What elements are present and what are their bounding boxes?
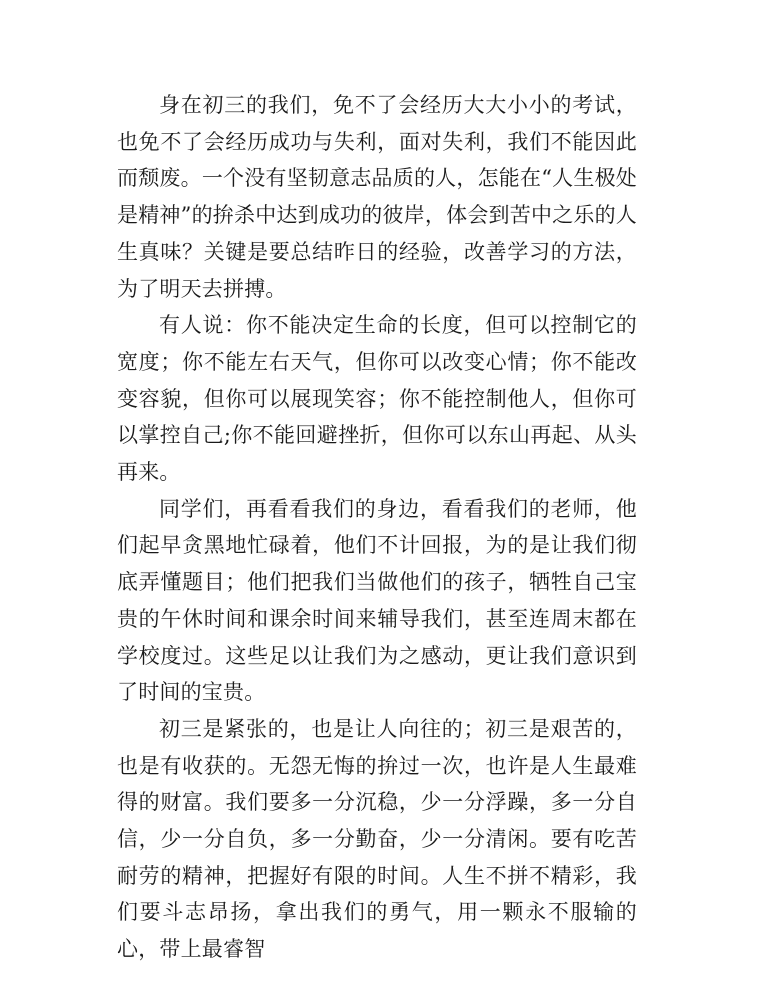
paragraph-2: 有人说：你不能决定生命的长度，但可以控制它的宽度；你不能左右天气，但你可以改变心情；你不能改变容貌，但你可以展现笑容；你不能控制他人，但你可以掌控自己;你不能回避挫折，但你可以东山再起、从头再来。	[117, 313, 637, 485]
paragraph-1: 身在初三的我们，免不了会经历大大小小的考试，也免不了会经历成功与失利，面对失利，我们不能因此而颓废。一个没有坚韧意志品质的人，怎能在“人生极处是精神”的拚杀中达到成功的彼岸，体会到苦中之乐的人生真味？关键是要总结昨日的经验，改善学习的方法，为了明天去拼搏。	[117, 93, 637, 301]
paragraph-3: 同学们，再看看我们的身边，看看我们的老师，他们起早贪黑地忙碌着，他们不计回报，为的是让我们彻底弄懂题目；他们把我们当做他们的孩子，牺牲自己宝贵的午休时间和课余时间来辅导我们，甚至连周末都在学校度过。这些足以让我们为之感动，更让我们意识到了时间的宝贵。	[117, 496, 637, 705]
paragraph-4: 初三是紧张的，也是让人向往的；初三是艰苦的，也是有收获的。无怨无悔的拚过一次，也许是人生最难得的财富。我们要多一分沉稳，少一分浮躁，多一分自信，少一分自负，多一分勤奋，少一分清闲。要有吃苦耐劳的精神，把握好有限的时间。人生不拼不精彩，我们要斗志昂扬，拿出我们的勇气，用一颗永不服输的心，带上最睿智	[117, 716, 637, 962]
document-body	[117, 87, 637, 968]
